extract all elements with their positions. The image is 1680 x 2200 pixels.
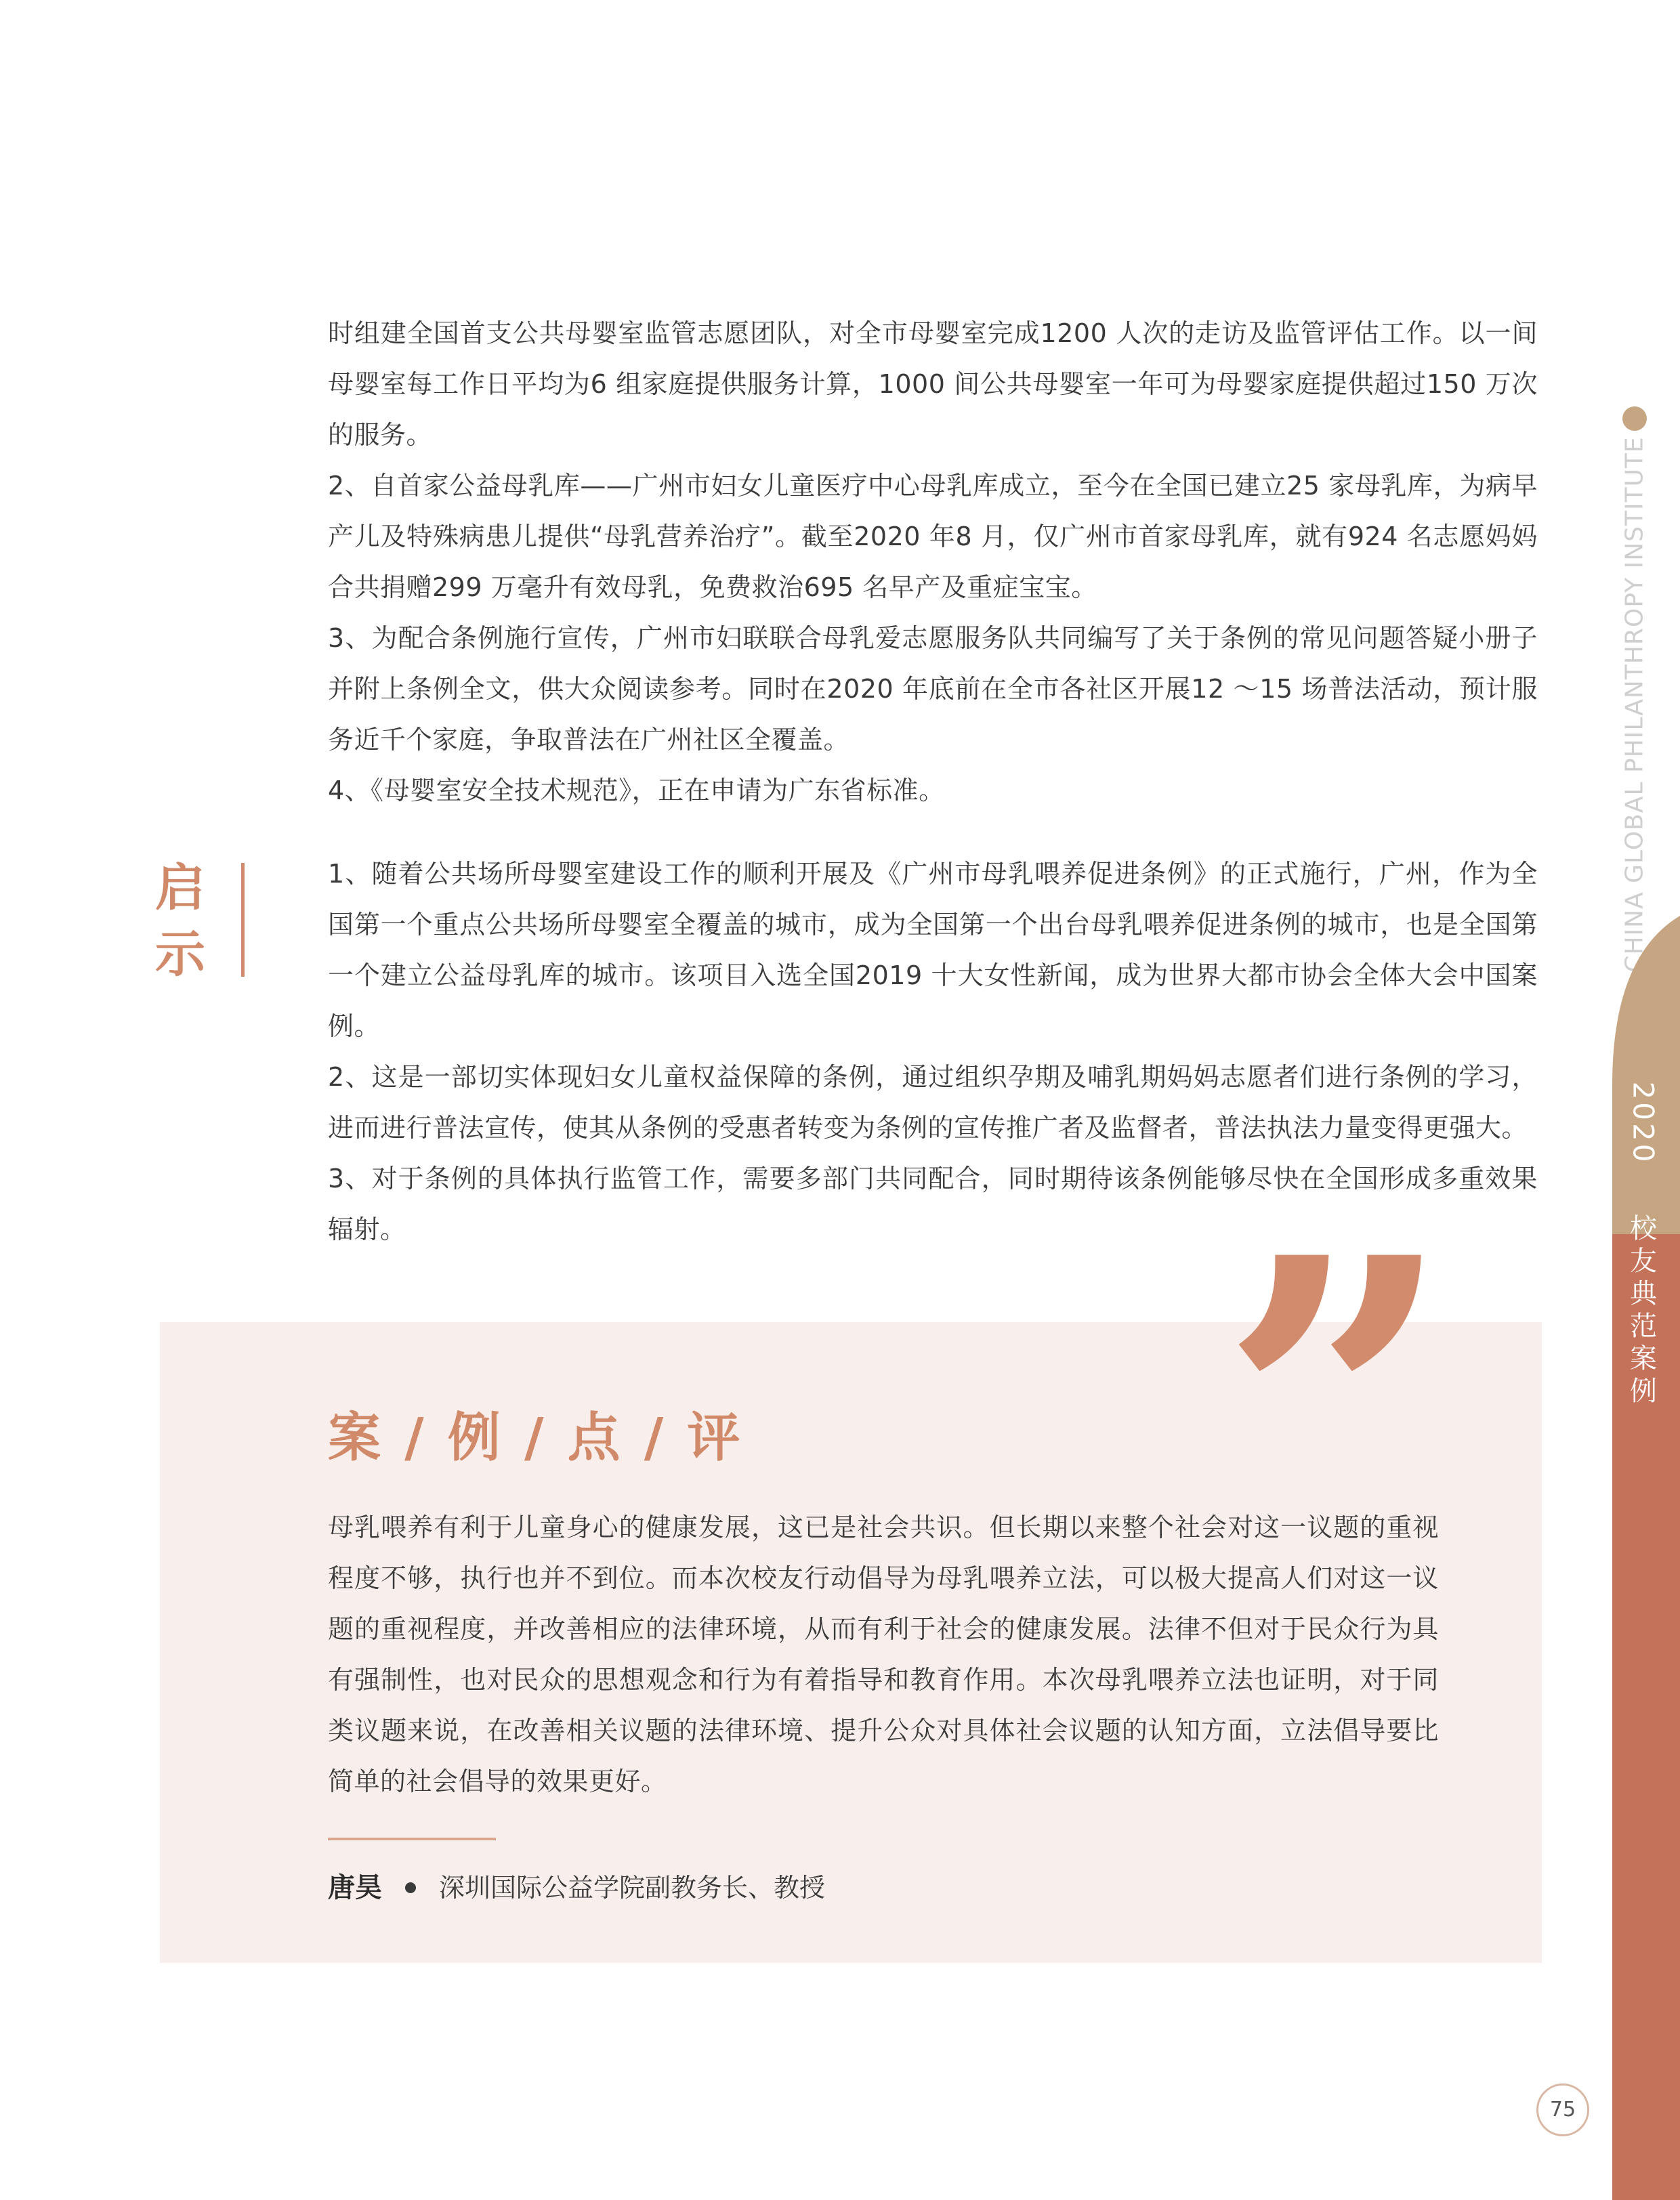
insight-divider-bar [241,863,245,977]
side-section-title: 校友典范案例 [1630,1213,1657,1407]
case-review-title: 案 / 例 / 点 / 评 [328,1408,743,1468]
paragraph: 3、对于条例的具体执行监管工作，需要多部门共同配合，同时期待该条例能够尽快在全国形成多重效果辐射。 [328,1164,1538,1244]
side-circle-icon [1622,406,1647,431]
paragraph: 4、《母婴室安全技术规范》，正在申请为广东省标准。 [328,776,945,805]
paragraph: 3、为配合条例施行宣传，广州市妇联联合母乳爱志愿服务队共同编写了关于条例的常见问题答疑小册子并附上条例全文，供大众阅读参考。同时在2020 年底前在全市各社区开展12 ～15 场普法活动，预计服务近千个家庭，争取普法在广州社区全覆盖。 [328,623,1538,755]
continued-results-text [328,308,1538,816]
page-number: 75 [1536,2083,1589,2136]
reviewer-divider [328,1838,496,1840]
quote-mark-icon: ” [1219,1170,1454,1647]
paragraph: 1、随着公共场所母婴室建设工作的顺利开展及《广州市母乳喂养促进条例》的正式施行，广州，作为全国第一个重点公共场所母婴室全覆盖的城市，成为全国第一个出台母乳喂养促进条例的城市，也是全国第一个建立公益母乳库的城市。该项目入选全国2019 十大女性新闻，成为世界大都市协会全体大会中国案例。 [328,859,1538,1041]
side-band-tan [1612,916,1680,1234]
paragraph: 2、这是一部切实体现妇女儿童权益保障的条例，通过组织孕期及哺乳期妈妈志愿者们进行条例的学习，进而进行普法宣传，使其从条例的受惠者转变为条例的宣传推广者及监督者，普法执法力量变得更强大。 [328,1062,1538,1143]
reviewer-title: 深圳国际公益学院副教务长、教授 [439,1873,826,1903]
reviewer-credit [328,1867,825,1908]
side-year: 2020 [1626,1081,1660,1165]
institute-name-vertical: CHINA GLOBAL PHILANTHROPY INSTITUTE [1620,436,1649,973]
paragraph: 2、自首家公益母乳库——广州市妇女儿童医疗中心母乳库成立，至今在全国已建立25 家母乳库，为病早产儿及特殊病患儿提供“母乳营养治疗”。截至2020 年8 月，仅广州市首家母乳库，就有924 名志愿妈妈合共捐赠299 万毫升有效母乳，免费救治695 名早产及重症宝宝。 [328,471,1538,602]
insight-heading-char: 启 [155,859,205,917]
insight-heading-char: 示 [155,925,205,983]
reviewer-name: 唐昊 [328,1872,382,1903]
paragraph: 时组建全国首支公共母婴室监管志愿团队，对全市母婴室完成1200 人次的走访及监管评估工作。以一间母婴室每工作日平均为6 组家庭提供服务计算，1000 间公共母婴室一年可为母婴家庭提供超过150 万次的服务。 [328,318,1538,450]
bullet-dot-icon [405,1882,416,1893]
paragraph: 母乳喂养有利于儿童身心的健康发展，这已是社会共识。但长期以来整个社会对这一议题的重视程度不够，执行也并不到位。而本次校友行动倡导为母乳喂养立法，可以极大提高人们对这一议题的重视程度，并改善相应的法律环境，从而有利于社会的健康发展。法律不但对于民众行为具有强制性，也对民众的思想观念和行为有着指导和教育作用。本次母乳喂养立法也证明，对于同类议题来说，在改善相关议题的法律环境、提升公众对具体社会议题的认知方面，立法倡导要比简单的社会倡导的效果更好。 [328,1512,1439,1796]
case-review-text [328,1502,1439,1807]
insight-heading [153,855,207,988]
